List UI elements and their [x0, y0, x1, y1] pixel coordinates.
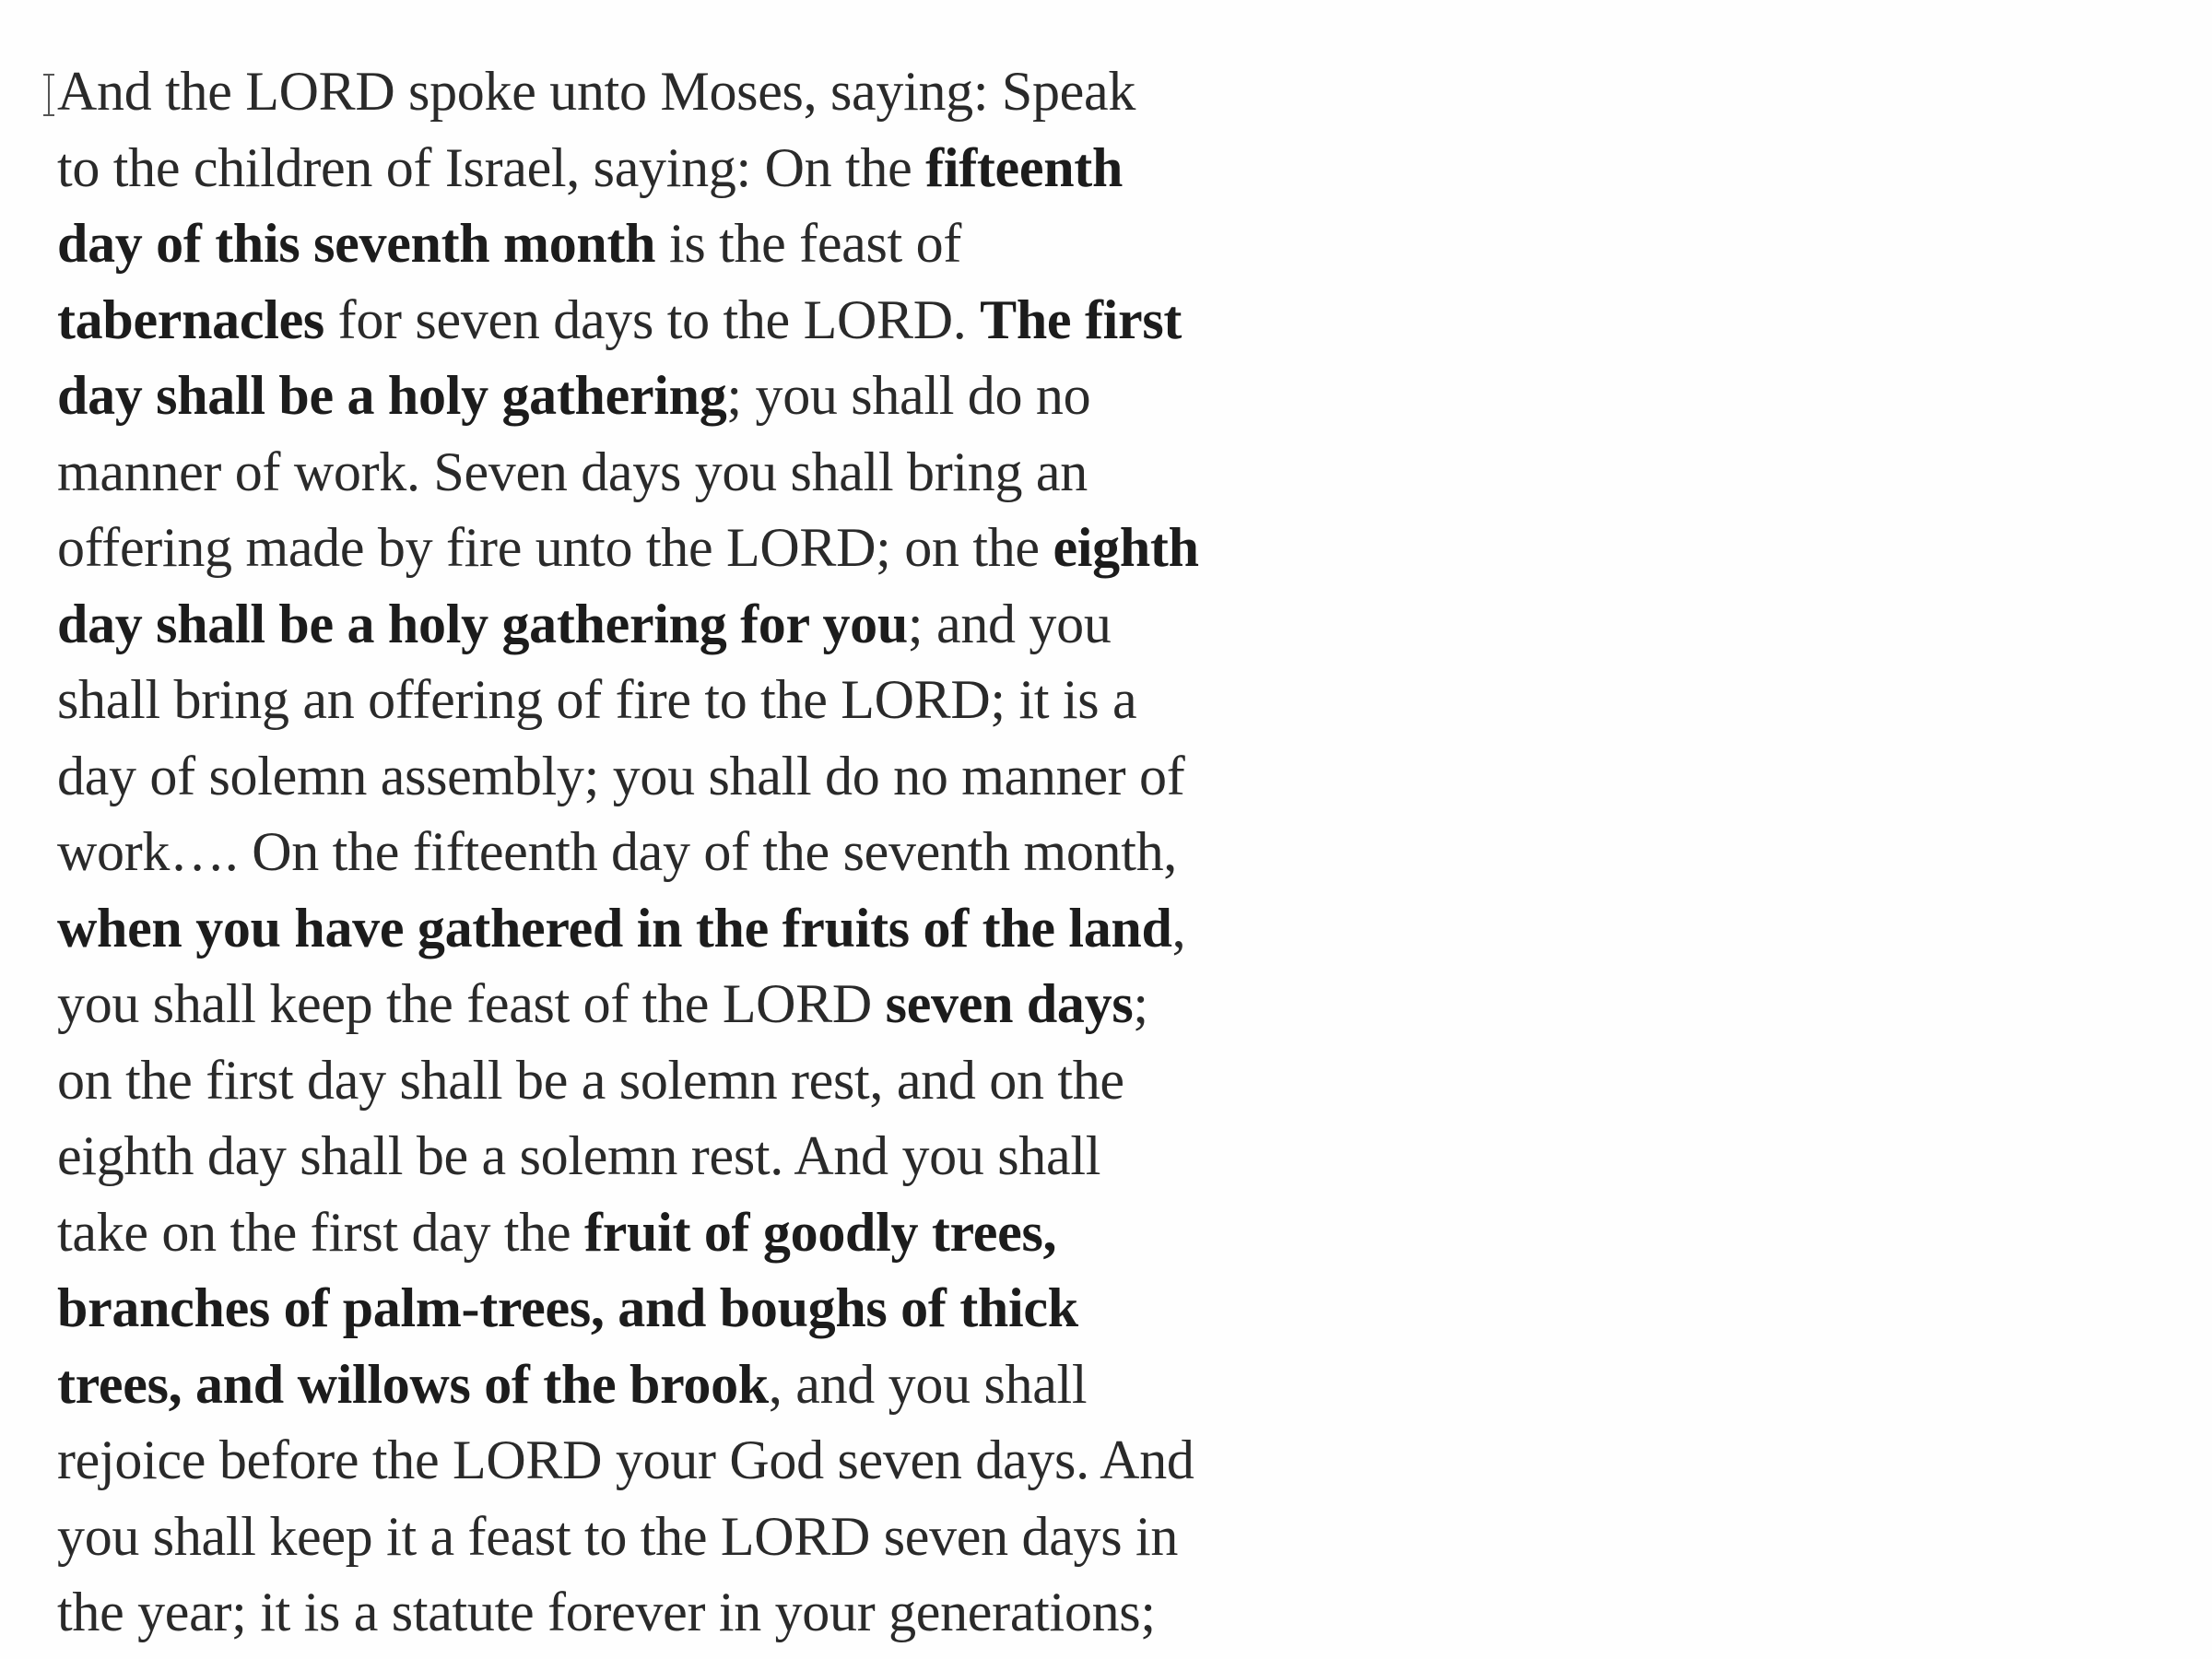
text-span: ; — [1133, 973, 1148, 1034]
text-span: for seven days to the LORD. — [324, 288, 981, 350]
text-span: on the first day shall be a solemn rest, and on the — [57, 1049, 1124, 1111]
text-line — [57, 434, 1440, 511]
text-cursor-ibeam-icon — [42, 74, 55, 116]
text-line — [57, 1194, 1440, 1271]
text-span: work…. On the fifteenth day of the seventh month, — [57, 821, 1178, 882]
text-line — [57, 130, 1440, 206]
bold-text-span: fruit of goodly trees, — [584, 1201, 1057, 1263]
text-line — [57, 53, 1440, 130]
text-span: , and you shall — [768, 1353, 1088, 1415]
text-span: shall bring an offering of fire to the LORD; it is a — [57, 669, 1137, 730]
bold-text-span: eighth — [1053, 517, 1199, 578]
text-span: you shall keep it a feast to the LORD seven days in — [57, 1505, 1179, 1567]
text-line — [57, 814, 1440, 890]
text-line — [57, 358, 1440, 434]
bold-text-span: when you have gathered in the fruits of the land — [57, 897, 1172, 959]
bold-text-span: The first — [980, 288, 1182, 350]
bold-text-span: seven days — [885, 973, 1134, 1034]
text-line — [57, 1118, 1440, 1194]
text-span: the year; it is a statute forever in your generations; — [57, 1582, 1156, 1642]
bold-text-span: branches of palm-trees, and boughs of thick — [57, 1277, 1078, 1338]
text-span: ; and you — [907, 593, 1112, 654]
document-body[interactable] — [57, 53, 1440, 1651]
text-span: manner of work. Seven days you shall bring an — [57, 441, 1088, 502]
text-line — [57, 1574, 1440, 1651]
text-span: rejoice before the LORD your God seven days. And — [57, 1430, 1194, 1490]
text-span: to the children of Israel, saying: On the — [57, 136, 926, 198]
text-span: ; you shall do no — [726, 365, 1091, 426]
bold-text-span: trees, and willows of the brook — [57, 1353, 769, 1415]
bold-text-span: day shall be a holy gathering for you — [57, 593, 908, 654]
cursor-stem — [48, 76, 50, 114]
text-line — [57, 1499, 1440, 1575]
text-line — [57, 1042, 1440, 1119]
text-line — [57, 1347, 1440, 1423]
text-line — [57, 662, 1440, 738]
bold-text-span: day of this seventh month — [57, 213, 656, 274]
text-line — [57, 1270, 1440, 1347]
text-line — [57, 966, 1440, 1042]
text-span: eighth day shall be a solemn rest. And you shall — [57, 1125, 1101, 1186]
text-span: day of solemn assembly; you shall do no manner of — [57, 745, 1185, 806]
bold-text-span: fifteenth — [925, 136, 1124, 198]
text-span: , — [1171, 897, 1186, 959]
bold-text-span: tabernacles — [57, 288, 324, 350]
text-line — [57, 510, 1440, 586]
text-span: offering made by fire unto the LORD; on the — [57, 517, 1053, 578]
bold-text-span: day shall be a holy gathering — [57, 365, 727, 426]
text-span: take on the first day the — [57, 1201, 585, 1263]
text-span: is the feast of — [655, 213, 962, 274]
cursor-cap-bottom — [43, 114, 54, 116]
text-line — [57, 738, 1440, 815]
text-line — [57, 890, 1440, 967]
text-line — [57, 586, 1440, 663]
text-line — [57, 206, 1440, 282]
text-span: you shall keep the feast of the LORD — [57, 973, 886, 1034]
text-line — [57, 282, 1440, 359]
text-line — [57, 1422, 1440, 1499]
text-span: And the LORD spoke unto Moses, saying: Speak — [57, 61, 1136, 122]
